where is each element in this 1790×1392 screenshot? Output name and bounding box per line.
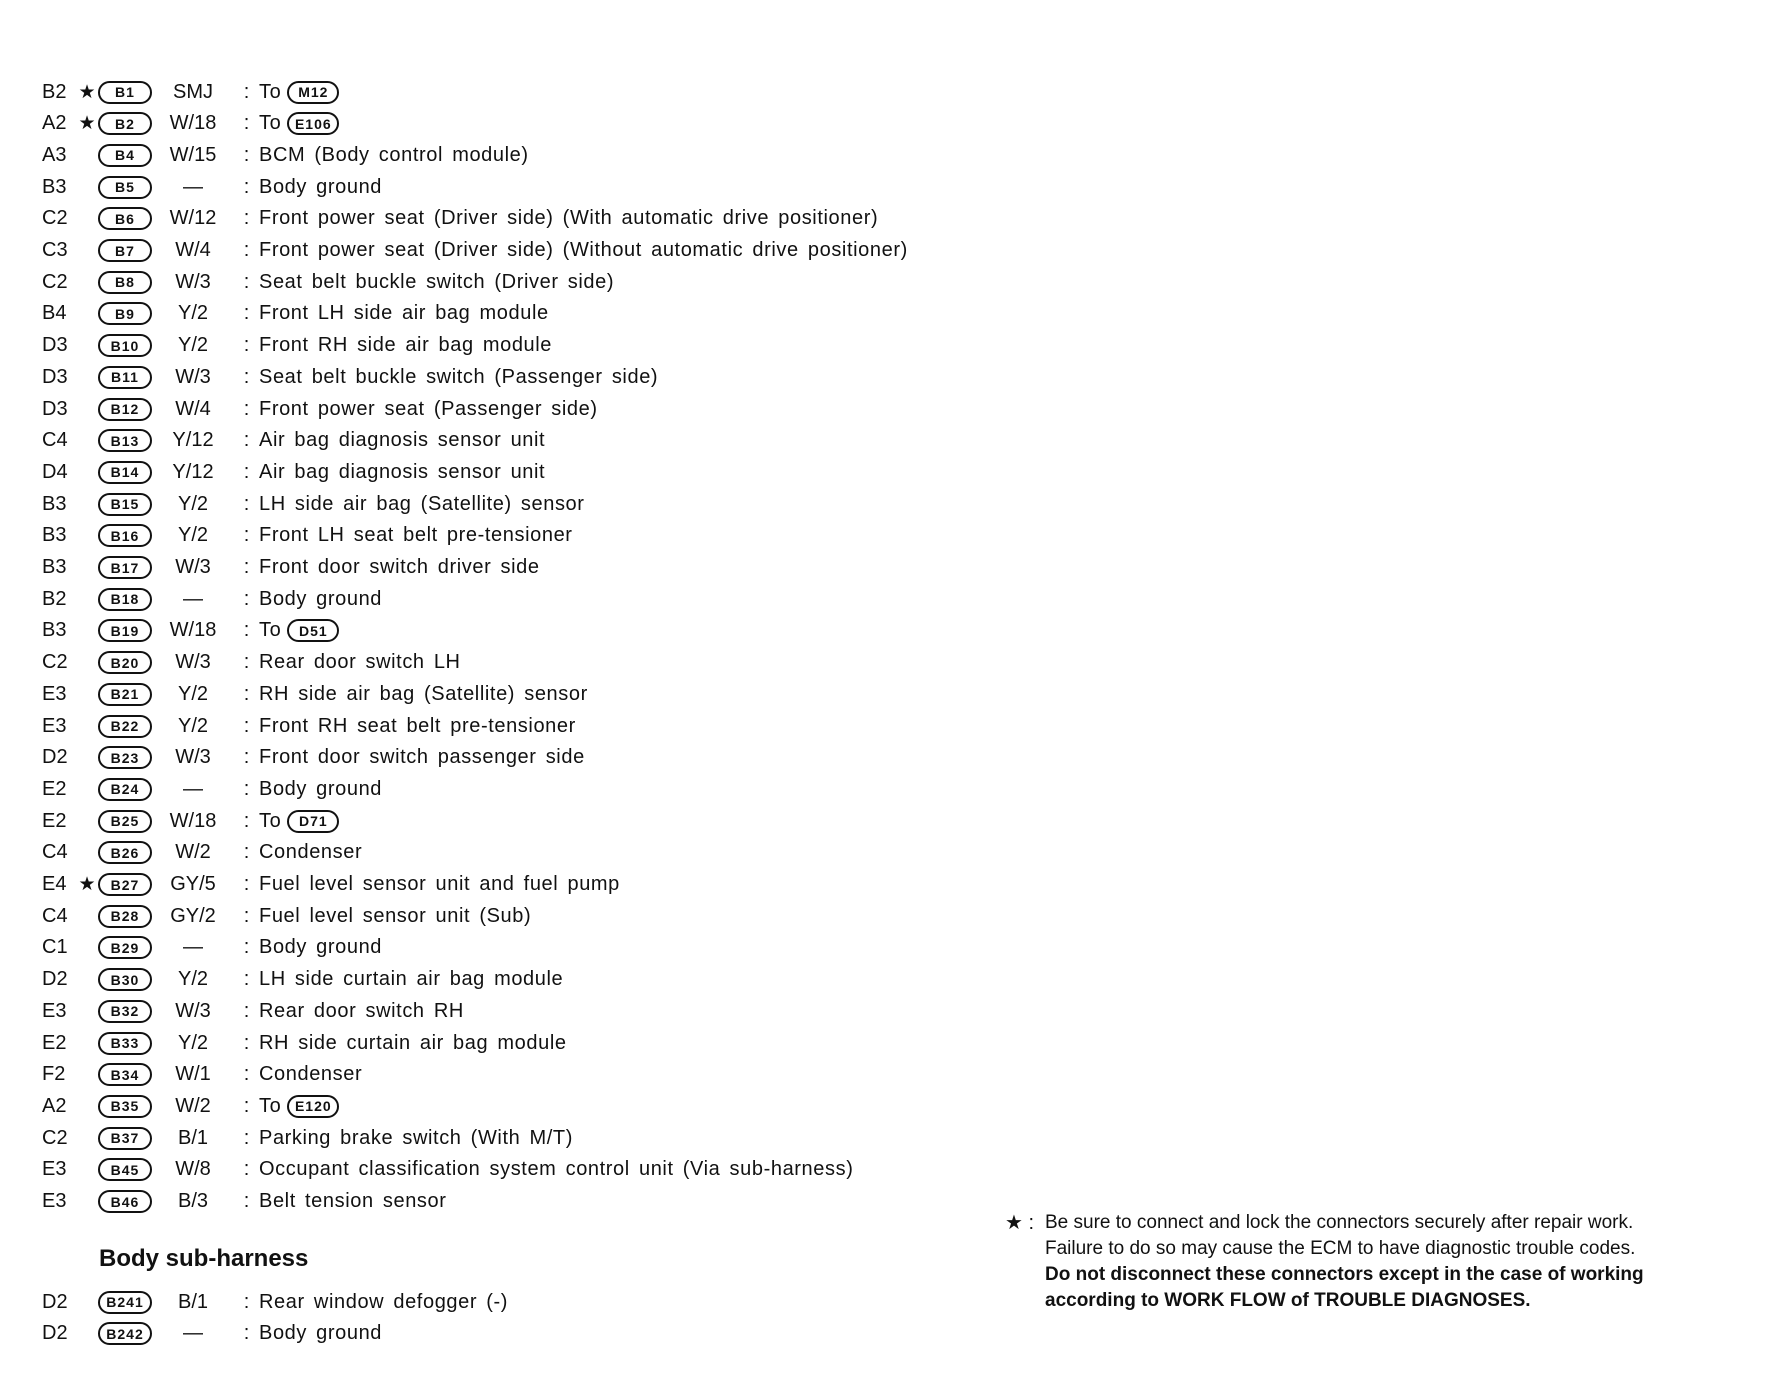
connector-description: Belt tension sensor (259, 1190, 447, 1212)
connector-row (42, 583, 382, 615)
connector-row (42, 235, 908, 267)
separator: : (243, 1094, 250, 1117)
connector-description: Seat belt buckle switch (Driver side) (259, 270, 615, 293)
separator: : (243, 207, 250, 230)
separator: : (243, 651, 250, 674)
separator: : (243, 777, 250, 800)
grid-ref: E3 (42, 1158, 67, 1181)
separator: : (243, 999, 250, 1022)
separator: : (243, 1063, 250, 1086)
connector-row (42, 1090, 339, 1122)
connector-id: B22 (98, 715, 152, 738)
connector-type: W/18 (169, 619, 217, 642)
connector-id: B6 (98, 207, 152, 230)
connector-id: B18 (98, 588, 152, 611)
connector-row (42, 425, 545, 457)
connector-ref: M12 (287, 81, 339, 104)
connector-id: B13 (98, 429, 152, 452)
connector-type: Y/2 (177, 492, 209, 515)
separator: : (243, 619, 250, 642)
connector-type: W/18 (169, 112, 217, 135)
connector-type: Y/2 (177, 334, 209, 357)
connector-id: B35 (98, 1095, 152, 1118)
sub-harness-title: Body sub-harness (99, 1245, 309, 1272)
connector-description: Front power seat (Driver side) (Without automatic drive positioner) (259, 239, 908, 261)
separator: : (243, 1322, 250, 1345)
connector-row (42, 869, 620, 901)
connector-row (42, 995, 464, 1027)
grid-ref: E3 (42, 714, 67, 737)
separator: : (243, 1126, 250, 1149)
connector-type: W/15 (169, 143, 217, 166)
star-icon: ★ (78, 874, 96, 895)
connector-id: B11 (98, 366, 152, 389)
connector-row (42, 552, 540, 584)
separator: : (243, 143, 250, 166)
connector-id: B25 (98, 810, 152, 833)
connector-id: B5 (98, 176, 152, 199)
connector-type: W/18 (169, 809, 217, 832)
connector-type: W/8 (175, 1158, 211, 1181)
grid-ref: E2 (42, 1031, 67, 1054)
grid-ref: A2 (42, 1094, 67, 1117)
connector-row (42, 1059, 362, 1091)
connector-row (42, 139, 529, 171)
connector-row (42, 108, 339, 140)
connector-description: Condenser (259, 1063, 363, 1086)
connector-row (42, 964, 563, 996)
connector-row (42, 330, 552, 362)
separator: : (243, 239, 250, 261)
connector-description: BCM (Body control module) (259, 143, 529, 166)
warning-note (1005, 1210, 1785, 1314)
connector-description: LH side air bag (Satellite) sensor (259, 492, 585, 515)
connector-row (42, 456, 545, 488)
connector-id: B37 (98, 1127, 152, 1150)
grid-ref: E2 (42, 777, 67, 800)
grid-ref: D4 (42, 460, 68, 483)
grid-ref: D2 (42, 1290, 68, 1313)
connector-id: B28 (98, 905, 152, 928)
connector-id: B4 (98, 144, 152, 167)
connector-type: Y/2 (177, 682, 209, 705)
connector-id: B15 (98, 493, 152, 516)
connector-row (42, 773, 382, 805)
separator: : (243, 492, 250, 515)
connector-type: W/12 (169, 207, 217, 230)
connector-row (42, 1318, 382, 1350)
grid-ref: C2 (42, 270, 68, 293)
grid-ref: B3 (42, 524, 67, 547)
connector-type: Y/2 (177, 968, 209, 991)
connector-description: Air bag diagnosis sensor unit (259, 429, 546, 452)
connector-id: B1 (98, 81, 152, 104)
note-line: Failure to do so may cause the ECM to have diagnostic trouble codes. (1045, 1238, 1636, 1259)
connector-type: W/4 (175, 239, 211, 261)
note-line-bold: Do not disconnect these connectors except in the case of working (1045, 1264, 1644, 1285)
connector-type: W/2 (175, 841, 211, 864)
connector-id: B17 (98, 556, 152, 579)
connector-type: Y/2 (177, 1031, 209, 1054)
connector-description: Body ground (259, 777, 383, 800)
connector-id: B10 (98, 334, 152, 357)
connector-id: B21 (98, 683, 152, 706)
grid-ref: E2 (42, 809, 67, 832)
connector-row (42, 1122, 573, 1154)
separator: : (243, 904, 250, 927)
connector-description: To (259, 112, 282, 135)
connector-description: Condenser (259, 841, 363, 864)
connector-type: W/1 (175, 1063, 211, 1086)
connector-description: Seat belt buckle switch (Passenger side) (259, 365, 659, 388)
connector-ref: E120 (287, 1095, 339, 1118)
connector-description: RH side air bag (Satellite) sensor (259, 682, 588, 705)
separator: : (243, 429, 250, 452)
separator: : (243, 714, 250, 737)
grid-ref: F2 (42, 1063, 66, 1086)
note-line-bold: according to WORK FLOW of TROUBLE DIAGNOSES. (1045, 1290, 1531, 1311)
separator: : (243, 746, 250, 769)
grid-ref: C2 (42, 1126, 68, 1149)
connector-row (42, 361, 658, 393)
connector-row (42, 298, 549, 330)
grid-ref: B3 (42, 619, 67, 642)
connector-type: GY/2 (170, 904, 216, 927)
connector-type: Y/12 (172, 429, 214, 452)
connector-id: B242 (98, 1322, 152, 1345)
connector-id: B20 (98, 651, 152, 674)
connector-type: Y/2 (177, 714, 209, 737)
connector-type: W/3 (175, 556, 211, 578)
connector-row (42, 900, 531, 932)
separator: : (243, 936, 250, 959)
grid-ref: C4 (42, 841, 68, 864)
connector-type: — (183, 777, 203, 800)
connector-description: LH side curtain air bag module (259, 968, 564, 991)
connector-description: To (259, 809, 282, 832)
grid-ref: D2 (42, 968, 68, 991)
connector-row (42, 171, 382, 203)
connector-description: RH side curtain air bag module (259, 1031, 567, 1054)
connector-type: — (183, 1322, 203, 1345)
connector-type: B/1 (177, 1290, 209, 1313)
connector-type: B/3 (177, 1190, 209, 1212)
separator: : (243, 1158, 250, 1181)
connector-type: W/4 (175, 397, 211, 420)
grid-ref: A2 (42, 112, 67, 135)
grid-ref: B3 (42, 175, 67, 198)
note-line: Be sure to connect and lock the connectors securely after repair work. (1045, 1212, 1634, 1233)
separator: : (243, 968, 250, 991)
grid-ref: C2 (42, 207, 68, 230)
connector-id: B23 (98, 746, 152, 769)
connector-description: Front LH side air bag module (259, 302, 549, 325)
separator: : (243, 112, 250, 135)
grid-ref: D3 (42, 397, 68, 420)
connector-type: W/3 (175, 270, 211, 293)
connector-id: B26 (98, 841, 152, 864)
connector-row (42, 837, 362, 869)
grid-ref: B2 (42, 80, 67, 103)
connector-description: Front power seat (Driver side) (With automatic drive positioner) (259, 207, 879, 230)
connector-id: B24 (98, 778, 152, 801)
connector-id: B34 (98, 1063, 152, 1086)
connector-id: B32 (98, 1000, 152, 1023)
connector-id: B14 (98, 461, 152, 484)
grid-ref: A3 (42, 143, 67, 166)
connector-description: Parking brake switch (With M/T) (259, 1126, 573, 1149)
connector-description: Fuel level sensor unit and fuel pump (259, 873, 620, 895)
grid-ref: B4 (42, 302, 67, 325)
grid-ref: C1 (42, 936, 68, 959)
grid-ref: D3 (42, 334, 68, 357)
connector-type: GY/5 (170, 873, 216, 895)
connector-row (42, 710, 576, 742)
connector-ref: D51 (287, 619, 339, 642)
connector-type: W/3 (175, 651, 211, 674)
separator: : (243, 682, 250, 705)
separator: : (243, 1031, 250, 1054)
connector-description: Body ground (259, 175, 383, 198)
connector-description: Fuel level sensor unit (Sub) (259, 904, 532, 927)
connector-type: Y/12 (172, 460, 214, 483)
connector-ref: E106 (287, 112, 339, 135)
connector-description: To (259, 80, 282, 103)
separator: : (243, 80, 250, 103)
connector-description: Body ground (259, 587, 383, 610)
separator: : (243, 1290, 250, 1313)
connector-description: Front door switch passenger side (259, 746, 585, 769)
connector-type: W/3 (175, 746, 211, 769)
grid-ref: B3 (42, 492, 67, 515)
separator: : (243, 556, 250, 578)
connector-row (42, 742, 585, 774)
connector-type: Y/2 (177, 302, 209, 325)
connector-type: W/3 (175, 365, 211, 388)
separator: : (243, 587, 250, 610)
connector-description: Front power seat (Passenger side) (259, 397, 598, 420)
connector-description: Occupant classification system control unit (Via sub-harness) (259, 1158, 854, 1181)
connector-type: B/1 (177, 1126, 209, 1149)
connector-type: — (183, 936, 203, 959)
connector-description: Front RH seat belt pre-tensioner (259, 714, 576, 737)
connector-id: B33 (98, 1032, 152, 1055)
separator: : (243, 365, 250, 388)
connector-description: Air bag diagnosis sensor unit (259, 460, 546, 483)
connector-description: Front LH seat belt pre-tensioner (259, 524, 573, 547)
connector-id: B16 (98, 524, 152, 547)
connector-row (42, 805, 339, 837)
grid-ref: D3 (42, 365, 68, 388)
star-icon: ★ : (1005, 1212, 1035, 1234)
connector-row (42, 203, 878, 235)
connector-id: B241 (98, 1291, 152, 1314)
separator: : (243, 302, 250, 325)
connector-type: W/3 (175, 999, 211, 1022)
connector-row (42, 76, 339, 108)
separator: : (243, 270, 250, 293)
connector-type: SMJ (173, 80, 213, 103)
separator: : (243, 1190, 250, 1212)
connector-id: B9 (98, 302, 152, 325)
grid-ref: E3 (42, 682, 67, 705)
connector-type: — (183, 175, 203, 198)
grid-ref: D2 (42, 746, 68, 769)
connector-type: — (183, 587, 203, 610)
connector-id: B19 (98, 619, 152, 642)
connector-row (42, 1286, 508, 1318)
grid-ref: C4 (42, 429, 68, 452)
connector-description: To (259, 619, 282, 642)
separator: : (243, 460, 250, 483)
grid-ref: C4 (42, 904, 68, 927)
connector-id: B2 (98, 112, 152, 135)
connector-row (42, 1154, 853, 1186)
star-icon: ★ (78, 81, 96, 103)
star-icon: ★ (78, 113, 96, 135)
connector-id: B46 (98, 1190, 152, 1213)
grid-ref: C3 (42, 239, 68, 261)
grid-ref: D2 (42, 1322, 68, 1345)
separator: : (243, 334, 250, 357)
connector-id: B12 (98, 398, 152, 421)
connector-row (42, 520, 573, 552)
connector-row (42, 932, 382, 964)
connector-row (42, 488, 585, 520)
separator: : (243, 524, 250, 547)
connector-id: B45 (98, 1158, 152, 1181)
connector-type: W/2 (175, 1094, 211, 1117)
connector-row (42, 1027, 567, 1059)
connector-row (42, 615, 339, 647)
connector-row (42, 647, 461, 679)
connector-id: B29 (98, 936, 152, 959)
connector-description: Rear door switch RH (259, 999, 464, 1022)
grid-ref: E4 (42, 873, 67, 895)
separator: : (243, 175, 250, 198)
connector-description: Front RH side air bag module (259, 334, 553, 357)
connector-id: B7 (98, 239, 152, 262)
grid-ref: B3 (42, 556, 67, 578)
connector-id: B30 (98, 968, 152, 991)
connector-row (42, 393, 598, 425)
connector-id: B8 (98, 271, 152, 294)
grid-ref: E3 (42, 999, 67, 1022)
separator: : (243, 841, 250, 864)
separator: : (243, 873, 250, 895)
grid-ref: B2 (42, 587, 67, 610)
connector-description: To (259, 1094, 282, 1117)
separator: : (243, 809, 250, 832)
connector-description: Body ground (259, 1322, 383, 1345)
connector-description: Rear door switch LH (259, 651, 461, 674)
connector-row (42, 266, 614, 298)
grid-ref: E3 (42, 1190, 67, 1212)
connector-row (42, 678, 588, 710)
connector-row (42, 1186, 447, 1218)
grid-ref: C2 (42, 651, 68, 674)
connector-id: B27 (98, 873, 152, 896)
connector-description: Body ground (259, 936, 383, 959)
separator: : (243, 397, 250, 420)
connector-description: Front door switch driver side (259, 556, 540, 578)
connector-type: Y/2 (177, 524, 209, 547)
connector-description: Rear window defogger (-) (259, 1290, 509, 1313)
connector-ref: D71 (287, 810, 339, 833)
